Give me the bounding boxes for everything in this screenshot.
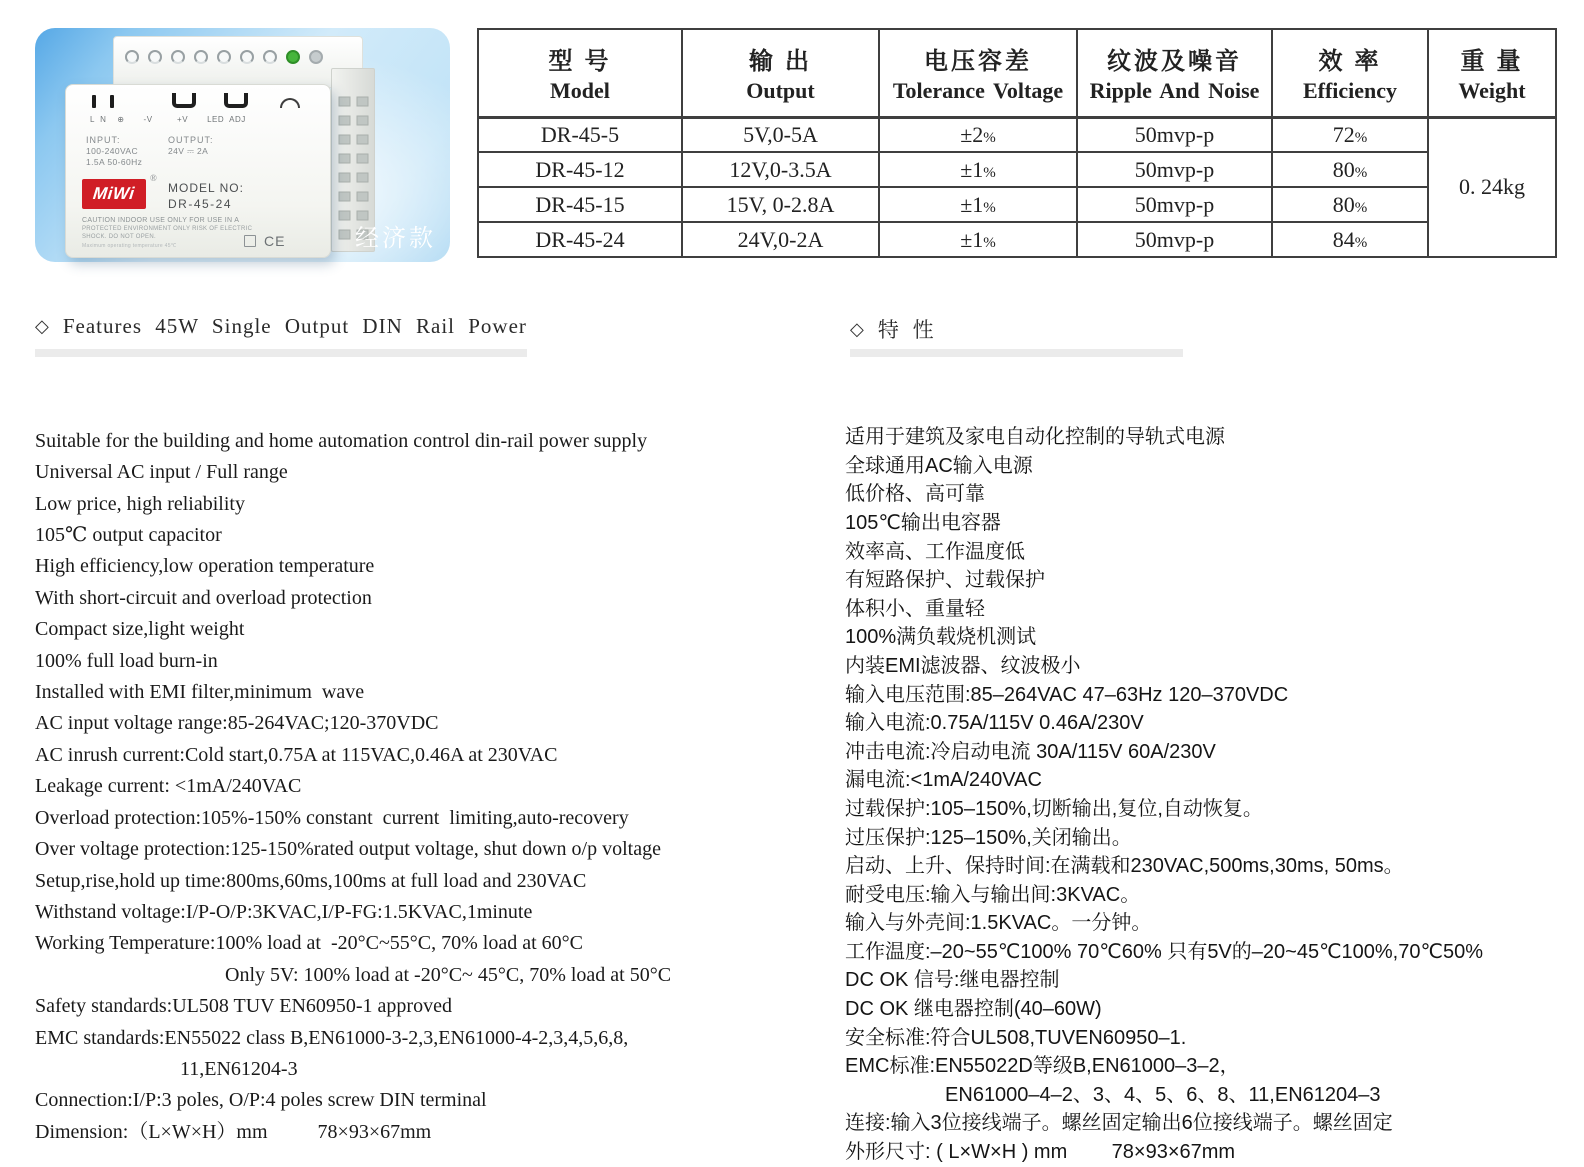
feature-line: 漏电流:<1mA/240VAC (845, 769, 1042, 792)
feature-line: EMC standards:EN55022 class B,EN61000-3-2,3,EN61000-4-2,3,4,5,6,8, (35, 1026, 629, 1049)
adjust-pot-icon (280, 98, 300, 108)
feature-line: Over voltage protection:125-150%rated output voltage, shut down o/p voltage (35, 838, 661, 861)
col-header-output: 输 出 Output (682, 29, 879, 117)
diamond-icon: ◇ (35, 316, 49, 336)
feature-line: 工作温度:–20~55℃100% 70℃60% 只有5V的–20~45℃100%,70℃50% (845, 940, 1483, 963)
table-row (478, 222, 1556, 257)
feature-line: 连接:输入3位接线端子。螺丝固定输出6位接线端子。螺丝固定 (845, 1112, 1393, 1135)
feature-line: 外形尺寸: ( L×W×H ) mm 78×93×67mm (845, 1141, 1236, 1164)
percent-sign: % (1354, 129, 1368, 146)
percent-sign: % (983, 199, 996, 216)
feature-line: Dimension:（L×W×H）mm 78×93×67mm (35, 1120, 432, 1143)
feature-line: Withstand voltage:I/P-O/P:3KVAC,I/P-FG:1.5KVAC,1minute (35, 900, 533, 923)
cell-output: 5V,0-5A (682, 117, 879, 152)
cell-model: DR-45-24 (478, 222, 682, 257)
feature-line: 过压保护:125–150%,关闭输出。 (845, 826, 1132, 849)
enclosure-class-icon (244, 235, 256, 247)
output-value: 24V ⎓ 2A (168, 146, 209, 156)
feature-line: 100%满负载烧机测试 (845, 626, 1037, 649)
spec-table (477, 28, 1557, 258)
feature-line: 输入与外壳间:1.5KVAC。一分钟。 (845, 912, 1152, 935)
cell-ripple: 50mvp-p (1077, 222, 1272, 257)
feature-line: Compact size,light weight (35, 618, 245, 641)
input-pin-icon (92, 95, 96, 108)
feature-line: 全球通用AC输入电源 (845, 454, 1033, 477)
features-en-list (35, 363, 735, 1148)
feature-line: AC inrush current:Cold start,0.75A at 115VAC,0.46A at 230VAC (35, 743, 558, 766)
feature-line: 体积小、重量轻 (845, 597, 985, 620)
output-title: OUTPUT: (168, 135, 214, 145)
feature-line: 11,EN61204-3 (35, 1057, 298, 1080)
caution-line: CAUTION INDOOR USE ONLY FOR USE IN A (82, 217, 240, 224)
led-indicator-icon (286, 50, 300, 64)
ce-mark: CE (264, 233, 286, 249)
cell-ripple: 50mvp-p (1077, 187, 1272, 222)
table-row (478, 187, 1556, 222)
feature-line: Safety standards:UL508 TUV EN60950-1 approved (35, 995, 452, 1018)
features-en-title: Features 45W Single Output DIN Rail Power (62, 314, 527, 338)
terminal-screw-icon (125, 50, 139, 64)
feature-line: 过载保护:105–150%,切断输出,复位,自动恢复。 (845, 797, 1263, 820)
terminal-screw-icon (309, 50, 323, 64)
feature-line: Suitable for the building and home automation control din-rail power supply (35, 429, 648, 452)
cell-model: DR-45-5 (478, 117, 682, 152)
percent-sign: % (983, 129, 996, 146)
output-clamp-icon (172, 93, 196, 108)
economy-badge: 经济款 (355, 225, 436, 252)
cell-tolerance: ±1% (879, 152, 1077, 187)
feature-line: 效率高、工作温度低 (845, 540, 1025, 563)
feature-line: 启动、上升、保持时间:在满载和230VAC,500ms,30ms, 50ms。 (845, 855, 1404, 878)
input-rating (86, 135, 142, 167)
features-zh-list (845, 366, 1545, 1167)
terminal-screws (125, 50, 323, 64)
caution-line: Maximum operating temperature 45℃ (82, 243, 177, 249)
cell-output: 24V,0-2A (682, 222, 879, 257)
feature-line: AC input voltage range:85-264VAC;120-370VDC (35, 712, 439, 735)
feature-line: 低价格、高可靠 (845, 483, 985, 506)
features-zh-heading (850, 314, 938, 344)
cell-efficiency: 72% (1272, 117, 1428, 152)
feature-line: 安全标准:符合UL508,TUVEN60950–1. (845, 1026, 1187, 1049)
terminal-screw-icon (240, 50, 254, 64)
terminal-screw-icon (148, 50, 162, 64)
features-en-heading (35, 314, 527, 339)
cell-ripple: 50mvp-p (1077, 117, 1272, 152)
feature-line: 内装EMI滤波器、纹波极小 (845, 654, 1081, 677)
input-voltage: 100-240VAC (86, 146, 139, 156)
feature-line: EMC标准:EN55022D等级B,EN61000–3–2， (845, 1055, 1240, 1078)
table-header-row (478, 29, 1556, 117)
cell-weight: 0. 24kg (1428, 117, 1556, 257)
device-body (65, 84, 331, 258)
caution-line: SHOCK. DO NOT OPEN. (82, 234, 156, 240)
col-header-tolerance: 电压容差 Tolerance Voltage (879, 29, 1077, 117)
feature-line: 耐受电压:输入与输出间:3KVAC。 (845, 883, 1141, 906)
feature-line: Leakage current: <1mA/240VAC (35, 775, 302, 798)
feature-line: 冲击电流:冷启动电流 30A/115V 60A/230V (845, 740, 1216, 763)
input-title: INPUT: (86, 135, 121, 145)
col-header-model: 型 号 Model (478, 29, 682, 117)
input-current: 1.5A 50-60Hz (86, 157, 143, 167)
cell-output: 12V,0-3.5A (682, 152, 879, 187)
feature-line: 有短路保护、过载保护 (845, 569, 1045, 592)
feature-line: 输入电压范围:85–264VAC 47–63Hz 120–370VDC (845, 683, 1289, 706)
terminal-screw-icon (263, 50, 277, 64)
cell-model: DR-45-12 (478, 152, 682, 187)
feature-line: Connection:I/P:3 poles, O/P:4 poles screw DIN terminal (35, 1089, 487, 1112)
cell-model: DR-45-15 (478, 187, 682, 222)
percent-sign: % (983, 164, 996, 181)
feature-line: 输入电流:0.75A/115V 0.46A/230V (845, 712, 1144, 735)
cell-efficiency: 84% (1272, 222, 1428, 257)
cell-tolerance: ±1% (879, 187, 1077, 222)
feature-line: Low price, high reliability (35, 492, 245, 515)
cell-efficiency: 80% (1272, 152, 1428, 187)
terminal-screw-icon (171, 50, 185, 64)
feature-line: DC OK 信号:继电器控制 (845, 969, 1060, 992)
brand-logo (82, 179, 146, 209)
model-block (168, 181, 244, 211)
feature-line: 适用于建筑及家电自动化控制的导轨式电源 (845, 426, 1225, 449)
model-number: DR-45-24 (168, 197, 233, 211)
cell-ripple: 50mvp-p (1077, 152, 1272, 187)
feature-line: Installed with EMI filter,minimum wave (35, 681, 365, 704)
cell-tolerance: ±2% (879, 117, 1077, 152)
output-rating (168, 135, 214, 157)
heading-underline-bar (35, 349, 527, 357)
table-row (478, 117, 1556, 152)
col-header-efficiency: 效 率 Efficiency (1272, 29, 1428, 117)
model-label: MODEL NO: (168, 181, 244, 195)
certification-marks (244, 233, 285, 249)
feature-line: Working Temperature:100% load at -20°C~55°C, 70% load at 60°C (35, 932, 583, 955)
percent-sign: % (1354, 199, 1368, 216)
terminal-screw-icon (194, 50, 208, 64)
col-header-weight: 重 量 Weight (1428, 29, 1556, 117)
feature-line: With short-circuit and overload protection (35, 586, 372, 609)
feature-line: EN61000–4–2、3、4、5、6、8、11,EN61204–3 (845, 1083, 1381, 1106)
features-zh-title: 特 性 (877, 319, 938, 342)
product-photo (35, 28, 450, 262)
feature-line: 105℃输出电容器 (845, 511, 1001, 534)
cell-efficiency: 80% (1272, 187, 1428, 222)
feature-line: Universal AC input / Full range (35, 461, 288, 484)
feature-line: 105℃ output capacitor (35, 524, 222, 547)
table-row (478, 152, 1556, 187)
percent-sign: % (983, 234, 996, 251)
registered-mark: ® (150, 173, 157, 183)
output-clamp-icon (224, 93, 248, 108)
feature-line: 100% full load burn-in (35, 649, 218, 672)
feature-line: DC OK 继电器控制(40–60W) (845, 998, 1102, 1021)
input-pin-icon (110, 95, 114, 108)
feature-line: High efficiency,low operation temperature (35, 555, 375, 578)
feature-line: Only 5V: 100% load at -20°C~ 45°C, 70% load at 50°C (35, 963, 672, 986)
cell-output: 15V, 0-2.8A (682, 187, 879, 222)
terminal-screw-icon (217, 50, 231, 64)
caution-line: PROTECTED ENVIRONMENT ONLY RISK OF ELECTRIC (82, 226, 253, 232)
terminal-labels: L N ⊕ -V +V LED ADJ (90, 115, 246, 124)
col-header-ripple: 纹波及噪音 Ripple And Noise (1077, 29, 1272, 117)
percent-sign: % (1354, 234, 1368, 251)
feature-line: Overload protection:105%-150% constant current limiting,auto-recovery (35, 806, 629, 829)
diamond-icon: ◇ (850, 318, 864, 339)
brand-name: MiWi (92, 184, 136, 203)
cell-tolerance: ±1% (879, 222, 1077, 257)
feature-line: Setup,rise,hold up time:800ms,60ms,100ms at full load and 230VAC (35, 869, 587, 892)
heading-underline-bar (850, 349, 1183, 357)
percent-sign: % (1354, 164, 1368, 181)
